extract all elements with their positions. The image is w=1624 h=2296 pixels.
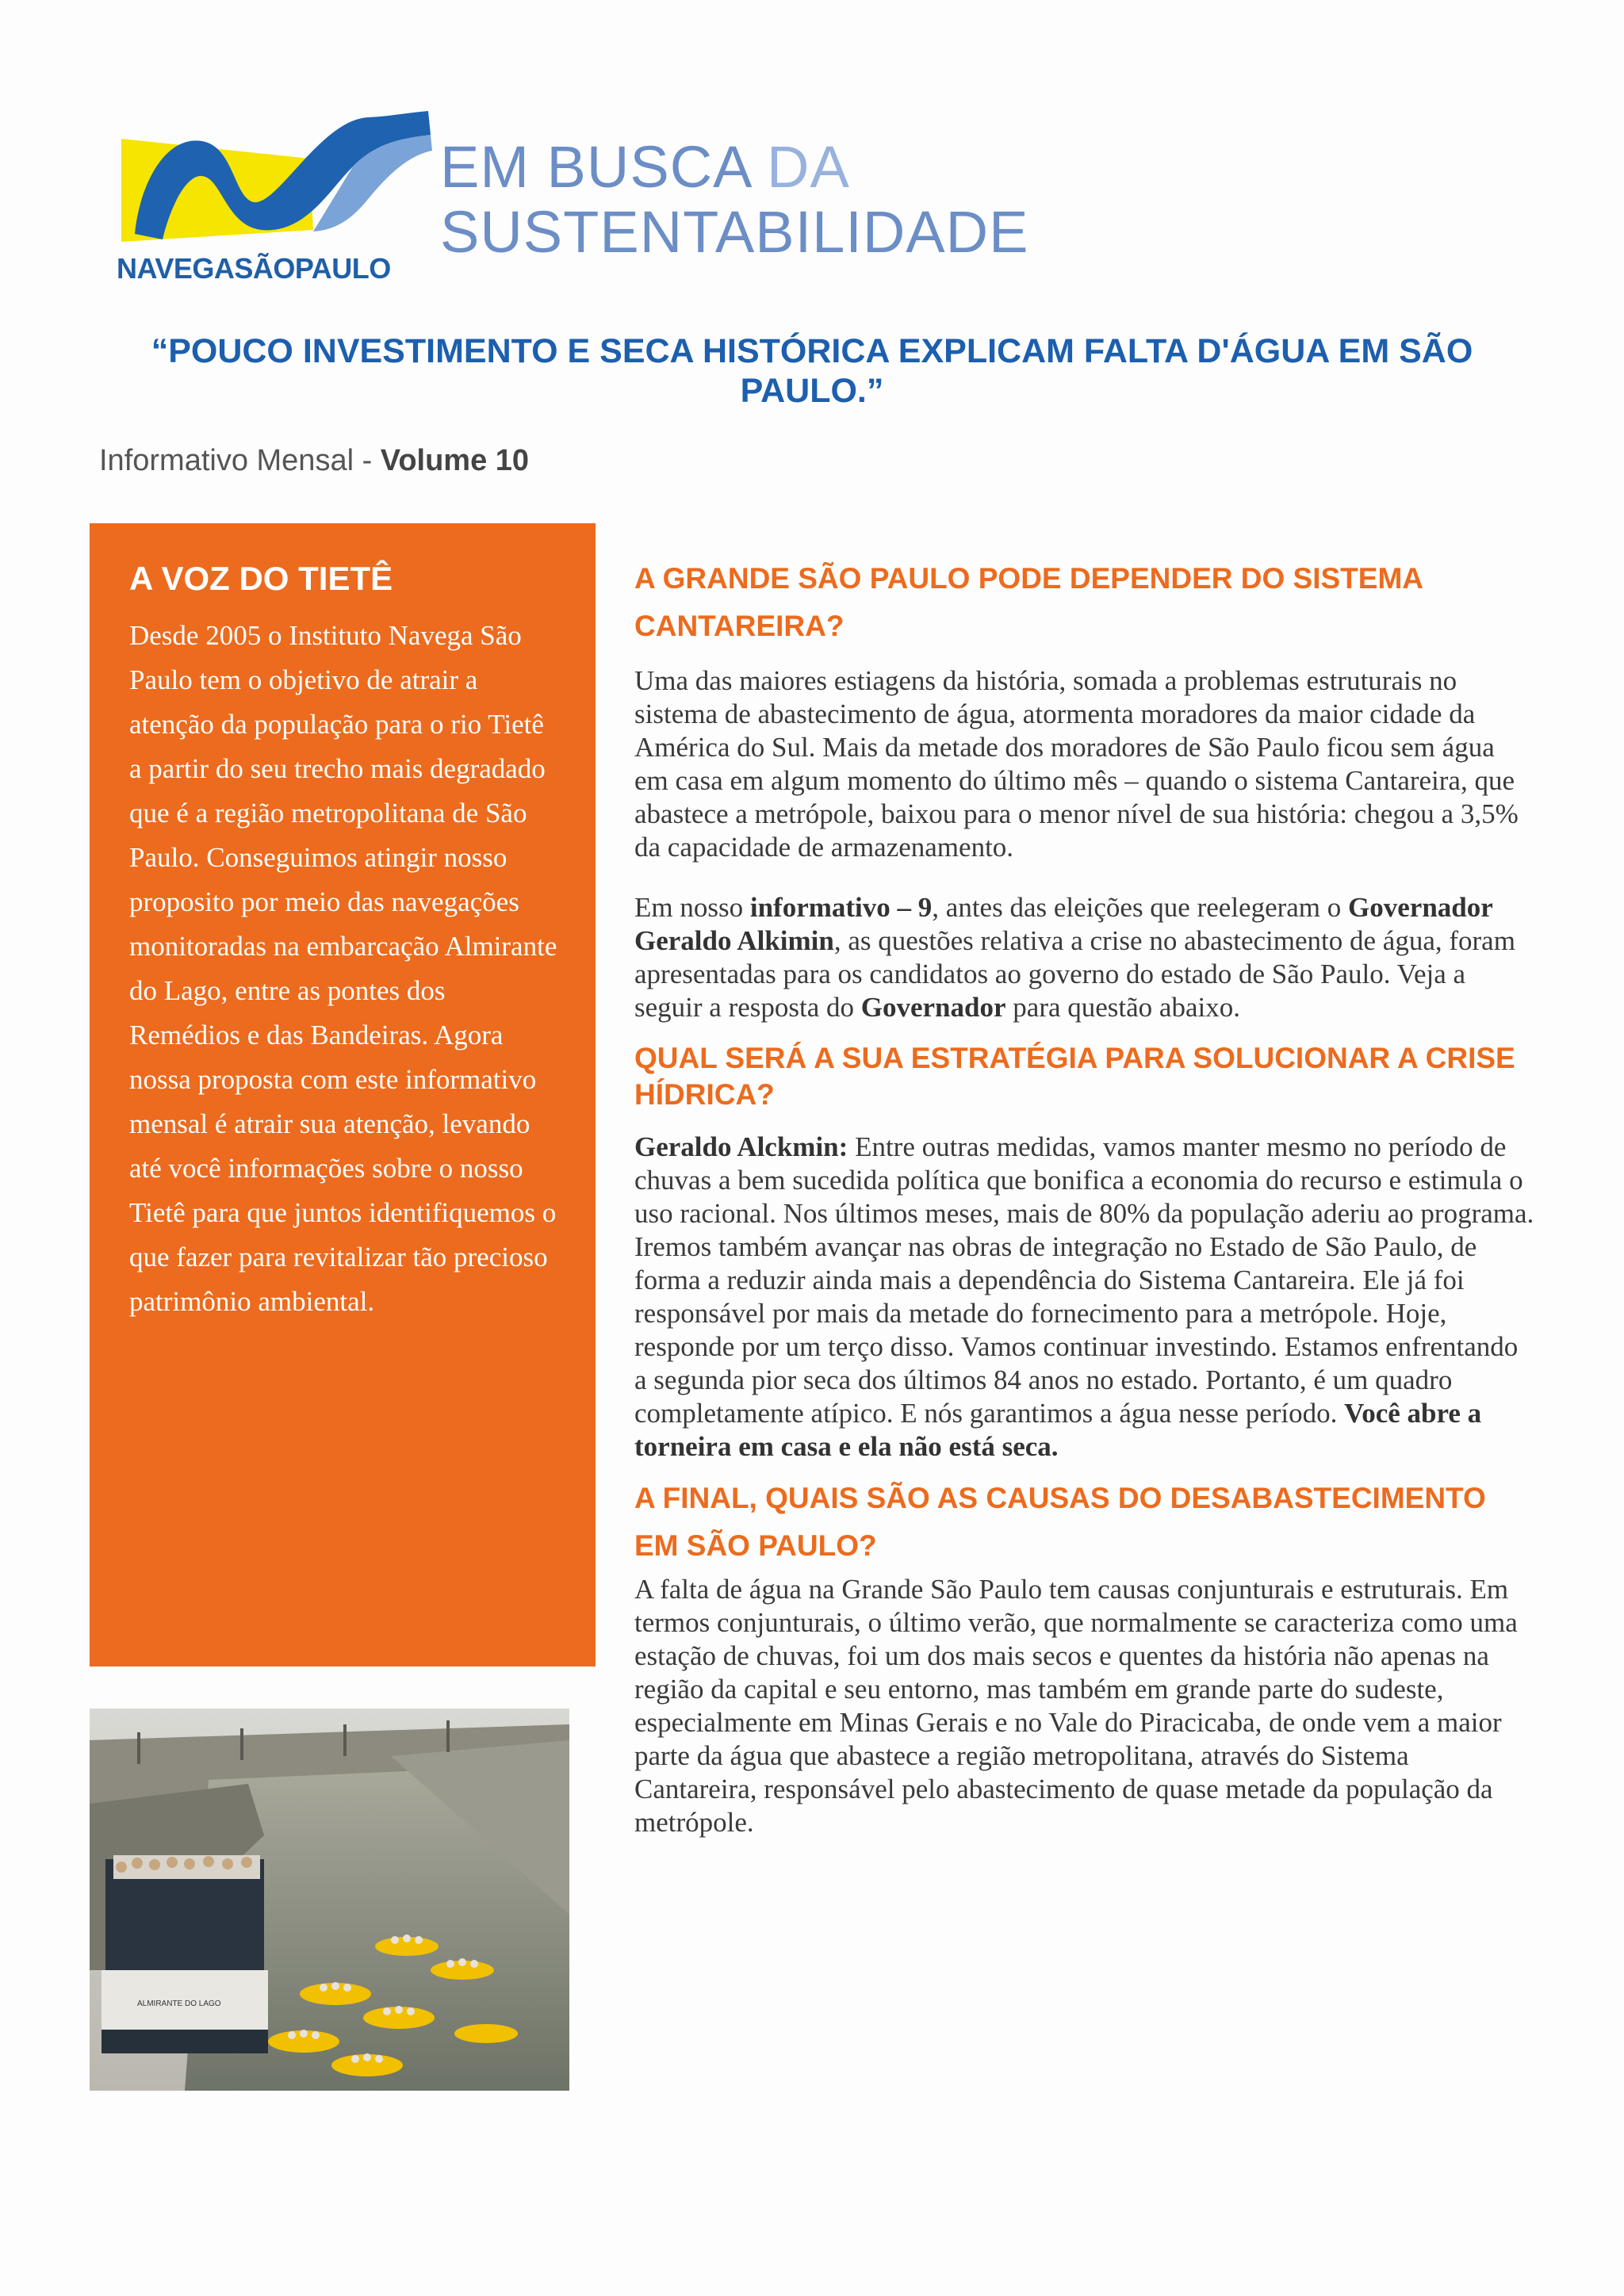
river-photo bbox=[90, 1709, 569, 2091]
page-headline: “POUCO INVESTIMENTO E SECA HISTÓRICA EXPLICAM FALTA D'ÁGUA EM SÃO PAULO.” bbox=[151, 332, 1473, 410]
p2-bold-d: Governador Geraldo Alkimin bbox=[634, 892, 1493, 956]
paragraph-2 bbox=[634, 891, 1534, 1024]
p2-text-a: Em nosso bbox=[634, 892, 750, 923]
section-heading-1: A GRANDE SÃO PAULO PODE DEPENDER DO SISTEMA CANTAREIRA? bbox=[634, 562, 1423, 642]
brand-sub-b: SÃOPAULO bbox=[234, 252, 391, 285]
brand-line2: SUSTENTABILIDADE bbox=[440, 199, 1029, 265]
p2-text-g: para questão abaixo. bbox=[1005, 992, 1240, 1023]
logo bbox=[115, 103, 1029, 293]
p3-bold-c: Você abre a torneira em casa e ela não está seca. bbox=[634, 1398, 1482, 1462]
p2-text-e: , as questões relativa a crise no abastecimento de água, foram apresentadas para os candidatos ao governo do estado de São Paulo. Veja a seguir a resposta do bbox=[634, 925, 1515, 1023]
section-heading-2: QUAL SERÁ A SUA ESTRATÉGIA PARA SOLUCIONAR A CRISE HÍDRICA? bbox=[634, 1042, 1515, 1111]
volume-prefix: Informativo Mensal - bbox=[99, 444, 381, 477]
sidebar-body: Desde 2005 o Instituto Navega São Paulo tem o objetivo de atrair a atenção da população para o rio Tietê a partir do seu trecho mais degradado que é a região metropolitana de São Paulo. Conseguimos atingir nosso proposito por meio das navegações monitoradas na embarcação Almirante do Lago, entre as pontes dos Remédios e das Bandeiras. Agora nossa proposta com este informativo mensal é atrair sua atenção, levando até você informações sobre o nosso Tietê para que juntos identifiquemos o que fazer para revitalizar tão precioso patrimônio ambiental. bbox=[129, 620, 557, 1317]
boat-label: ALMIRANTE DO LAGO bbox=[137, 1999, 221, 2008]
navega-wave-logo-icon bbox=[115, 103, 440, 254]
paragraph-4: A falta de água na Grande São Paulo tem causas conjunturais e estruturais. Em termos conjunturais, o último verão, que normalmente se caracteriza como uma estação de chuvas, foi um dos mais secos e quentes da história não apenas na região da capital e seu entorno, mas também em grande parte do sudeste, especialmente em Minas Gerais e no Vale do Piracicaba, de onde vem a maior parte da água que abastece a região metropolitana, através do Sistema Cantareira, responsável pelo abastecimento de quase metade da população da metrópole. bbox=[634, 1574, 1518, 1838]
p2-bold-b: informativo – 9 bbox=[749, 892, 933, 923]
brand-line1-b: DA bbox=[767, 134, 850, 200]
sidebar-title: A VOZ DO TIETÊ bbox=[129, 560, 393, 597]
paragraph-3 bbox=[634, 1131, 1534, 1464]
p3-bold-a: Geraldo Alckmin: bbox=[634, 1131, 848, 1162]
p2-bold-f: Governador bbox=[860, 992, 1006, 1023]
boat-on-river-image bbox=[90, 1709, 569, 2091]
volume-line bbox=[99, 444, 529, 478]
main-column bbox=[634, 555, 1534, 1839]
volume-label: Volume 10 bbox=[380, 444, 530, 477]
brand-title bbox=[440, 135, 1028, 265]
sidebar-box bbox=[90, 523, 596, 1667]
paragraph-1: Uma das maiores estiagens da história, somada a problemas estruturais no sistema de abastecimento de água, atormenta moradores da maior cidade da América do Sul. Mais da metade dos moradores de São Paulo ficou sem água em casa em algum momento do último mês – quando o sistema Cantareira, que abastece a metrópole, baixou para o menor nível de sua história: chegou a 3,5% da capacidade de armazenamento. bbox=[634, 665, 1519, 863]
brand-sub-a: NAVEGA bbox=[117, 252, 235, 285]
brand-subtitle bbox=[117, 252, 391, 285]
section-heading-3: A FINAL, QUAIS SÃO AS CAUSAS DO DESABASTECIMENTO EM SÃO PAULO? bbox=[634, 1482, 1486, 1562]
p2-text-c: , antes das eleições que reelegeram o bbox=[932, 892, 1349, 923]
brand-line1: EM BUSCA bbox=[440, 134, 750, 200]
p3-text-b: Entre outras medidas, vamos manter mesmo no período de chuvas a bem sucedida política que bonifica a economia do recurso e estimula o uso racional. Nos últimos meses, mais de 80% da população aderiu ao programa. Iremos também avançar nas obras de integração no Estado de São Paulo, de forma a reduzir ainda mais a dependência do Sistema Cantareira. Ele já foi responsável por mais da metade do fornecimento para a metrópole. Hoje, responde por um terço disso. Vamos continuar investindo. Estamos enfrentando a segunda pior seca dos últimos 84 anos no estado. Portanto, é um quadro completamente atípico. E nós garantimos a água nesse período. bbox=[634, 1131, 1534, 1429]
